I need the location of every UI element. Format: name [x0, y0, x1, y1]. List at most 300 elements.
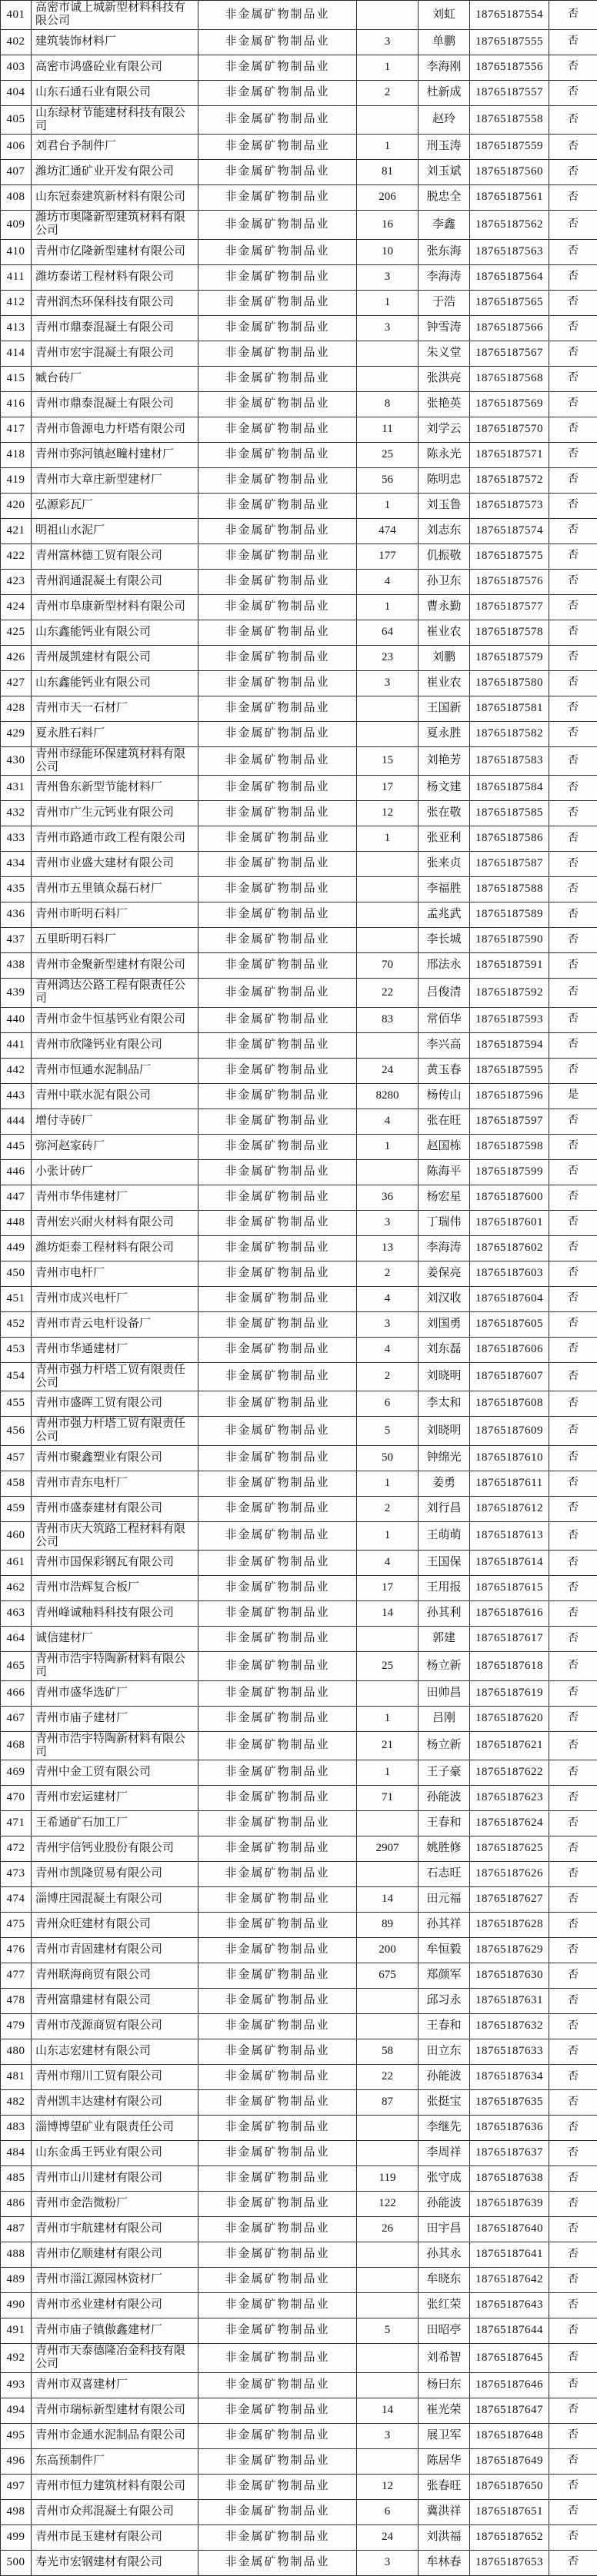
quantity-cell: [357, 2242, 419, 2268]
row-number-cell: 491: [1, 2318, 32, 2344]
industry-cell: 非金属矿物制品业: [198, 239, 357, 264]
industry-cell: 非金属矿物制品业: [198, 2550, 357, 2575]
row-number-cell: 423: [1, 569, 32, 594]
table-row: [1, 1417, 597, 1446]
flag-cell: 否: [549, 1496, 597, 1521]
contact-name-cell: 杨立新: [419, 1731, 470, 1760]
phone-number-cell: 18765187642: [470, 2268, 549, 2293]
phone-number-cell: 18765187590: [470, 928, 549, 953]
industry-cell: 非金属矿物制品业: [198, 1760, 357, 1786]
company-name-cell: 青州市双喜建材厂: [32, 2372, 198, 2398]
quantity-cell: 14: [357, 1601, 419, 1627]
contact-name-cell: 牟林春: [419, 2550, 470, 2575]
flag-cell: 否: [549, 645, 597, 670]
row-number-cell: 406: [1, 135, 32, 160]
phone-number-cell: 18765187598: [470, 1134, 549, 1159]
table-row: [1, 746, 597, 776]
phone-number-cell: 18765187651: [470, 2499, 549, 2524]
row-number-cell: 452: [1, 1311, 32, 1337]
industry-cell: 非金属矿物制品业: [198, 2344, 357, 2373]
row-number-cell: 421: [1, 518, 32, 543]
row-number-cell: 488: [1, 2242, 32, 2268]
contact-name-cell: 陈永光: [419, 442, 470, 467]
company-name-cell: 青州市山川建材有限公司: [32, 2166, 198, 2192]
industry-cell: 非金属矿物制品业: [198, 1521, 357, 1551]
contact-name-cell: 王用报: [419, 1576, 470, 1601]
flag-cell: 否: [549, 594, 597, 620]
company-name-cell: 刘君台予制件厂: [32, 135, 198, 160]
phone-number-cell: 18765187568: [470, 366, 549, 391]
company-name-cell: 小张计砖厂: [32, 1159, 198, 1185]
quantity-cell: 1: [357, 1471, 419, 1496]
quantity-cell: 10: [357, 239, 419, 264]
contact-name-cell: 王萌萌: [419, 1521, 470, 1551]
row-number-cell: 442: [1, 1058, 32, 1083]
company-name-cell: 王希通矿石加工厂: [32, 1811, 198, 1836]
phone-number-cell: 18765187648: [470, 2423, 549, 2448]
quantity-cell: 1: [357, 826, 419, 852]
table-row: [1, 1627, 597, 1652]
flag-cell: 否: [549, 1032, 597, 1058]
row-number-cell: 422: [1, 543, 32, 569]
contact-name-cell: 杨传山: [419, 1083, 470, 1109]
flag-cell: 否: [549, 1963, 597, 1989]
contact-name-cell: 刘学云: [419, 417, 470, 442]
industry-cell: 非金属矿物制品业: [198, 1185, 357, 1210]
table-row: [1, 1887, 597, 1913]
industry-cell: 非金属矿物制品业: [198, 1417, 357, 1446]
table-row: [1, 1471, 597, 1496]
table-row: [1, 1007, 597, 1032]
quantity-cell: [357, 2344, 419, 2373]
table-row: [1, 1311, 597, 1337]
flag-cell: 否: [549, 135, 597, 160]
row-number-cell: 461: [1, 1551, 32, 1576]
row-number-cell: 480: [1, 2039, 32, 2065]
flag-cell: 否: [549, 1576, 597, 1601]
row-number-cell: 436: [1, 902, 32, 928]
phone-number-cell: 18765187611: [470, 1471, 549, 1496]
quantity-cell: 8280: [357, 1083, 419, 1109]
phone-number-cell: 18765187571: [470, 442, 549, 467]
quantity-cell: 3: [357, 2550, 419, 2575]
company-name-cell: 弘源彩瓦厂: [32, 493, 198, 518]
company-name-cell: 青州市鼎泰混凝土有限公司: [32, 391, 198, 417]
flag-cell: 否: [549, 2474, 597, 2499]
industry-cell: 非金属矿物制品业: [198, 2268, 357, 2293]
company-name-cell: 青州市鼎泰混凝土有限公司: [32, 315, 198, 341]
row-number-cell: 417: [1, 417, 32, 442]
phone-number-cell: 18765187637: [470, 2141, 549, 2166]
table-row: [1, 1109, 597, 1134]
flag-cell: 否: [549, 1652, 597, 1681]
row-number-cell: 449: [1, 1235, 32, 1261]
flag-cell: 否: [549, 55, 597, 80]
company-name-cell: 青州市浩宇特陶新材料有限公司: [32, 1731, 198, 1760]
quantity-cell: 3: [357, 2423, 419, 2448]
phone-number-cell: 18765187577: [470, 594, 549, 620]
phone-number-cell: 18765187619: [470, 1680, 549, 1706]
company-name-cell: 青州市绿能环保建筑材料有限公司: [32, 746, 198, 776]
table-row: [1, 1083, 597, 1109]
company-name-cell: 青州市庆大筑路工程材料有限公司: [32, 1521, 198, 1551]
company-name-cell: 青州市盛泰建材有限公司: [32, 1496, 198, 1521]
contact-name-cell: 刘艳芳: [419, 746, 470, 776]
contact-name-cell: 张在旺: [419, 1109, 470, 1134]
phone-number-cell: 18765187607: [470, 1362, 549, 1391]
quantity-cell: 1: [357, 55, 419, 80]
flag-cell: 否: [549, 2268, 597, 2293]
company-name-cell: 青州众旺建材有限公司: [32, 1913, 198, 1938]
quantity-cell: 1: [357, 290, 419, 315]
contact-name-cell: 李太和: [419, 1391, 470, 1417]
row-number-cell: 454: [1, 1362, 32, 1391]
company-name-cell: 青州晟凯建材有限公司: [32, 645, 198, 670]
industry-cell: 非金属矿物制品业: [198, 2141, 357, 2166]
industry-cell: 非金属矿物制品业: [198, 29, 357, 55]
company-name-cell: 寿光市宏钢建材有限公司: [32, 2550, 198, 2575]
table-row: [1, 493, 597, 518]
row-number-cell: 403: [1, 55, 32, 80]
phone-number-cell: 18765187634: [470, 2065, 549, 2090]
row-number-cell: 471: [1, 1811, 32, 1836]
phone-number-cell: 18765187595: [470, 1058, 549, 1083]
company-name-cell: 青州市盛华选矿厂: [32, 1680, 198, 1706]
company-name-cell: 青州中金工贸有限公司: [32, 1760, 198, 1786]
quantity-cell: [357, 852, 419, 877]
phone-number-cell: 18765187594: [470, 1032, 549, 1058]
table-row: [1, 776, 597, 801]
table-row: [1, 1286, 597, 1311]
industry-cell: 非金属矿物制品业: [198, 264, 357, 290]
phone-number-cell: 18765187572: [470, 467, 549, 493]
industry-cell: 非金属矿物制品业: [198, 902, 357, 928]
company-name-cell: 青州市茂源商贸有限公司: [32, 2014, 198, 2039]
flag-cell: 否: [549, 1811, 597, 1836]
table-row: [1, 1601, 597, 1627]
contact-name-cell: 王国保: [419, 1551, 470, 1576]
row-number-cell: 457: [1, 1445, 32, 1471]
table-row: [1, 979, 597, 1008]
quantity-cell: 22: [357, 2065, 419, 2090]
row-number-cell: 462: [1, 1576, 32, 1601]
table-row: [1, 645, 597, 670]
industry-cell: 非金属矿物制品业: [198, 341, 357, 366]
quantity-cell: 6: [357, 1391, 419, 1417]
phone-number-cell: 18765187585: [470, 801, 549, 826]
contact-name-cell: 杨曰东: [419, 2372, 470, 2398]
phone-number-cell: 18765187618: [470, 1652, 549, 1681]
row-number-cell: 453: [1, 1337, 32, 1362]
table-row: [1, 2318, 597, 2344]
quantity-cell: 24: [357, 2524, 419, 2550]
flag-cell: 否: [549, 1391, 597, 1417]
quantity-cell: 1: [357, 1706, 419, 1731]
industry-cell: 非金属矿物制品业: [198, 1576, 357, 1601]
industry-cell: 非金属矿物制品业: [198, 2116, 357, 2141]
quantity-cell: 1: [357, 493, 419, 518]
row-number-cell: 486: [1, 2192, 32, 2217]
row-number-cell: 414: [1, 341, 32, 366]
quantity-cell: 50: [357, 1445, 419, 1471]
table-row: [1, 1913, 597, 1938]
quantity-cell: 89: [357, 1913, 419, 1938]
flag-cell: 否: [549, 1471, 597, 1496]
row-number-cell: 459: [1, 1496, 32, 1521]
company-name-cell: 青州市亿隆新型建材有限公司: [32, 239, 198, 264]
table-row: [1, 1786, 597, 1811]
company-name-cell: 青州市金聚新型建材有限公司: [32, 953, 198, 979]
phone-number-cell: 18765187576: [470, 569, 549, 594]
contact-name-cell: 刘虹: [419, 1, 470, 30]
flag-cell: 否: [549, 211, 597, 240]
contact-name-cell: 刘志东: [419, 518, 470, 543]
quantity-cell: 56: [357, 467, 419, 493]
row-number-cell: 426: [1, 645, 32, 670]
contact-name-cell: 仉振敬: [419, 543, 470, 569]
phone-number-cell: 18765187603: [470, 1261, 549, 1286]
flag-cell: 否: [549, 877, 597, 902]
contact-name-cell: 吕俊清: [419, 979, 470, 1008]
row-number-cell: 416: [1, 391, 32, 417]
quantity-cell: [357, 105, 419, 135]
row-number-cell: 413: [1, 315, 32, 341]
quantity-cell: [357, 696, 419, 721]
quantity-cell: 2: [357, 1496, 419, 1521]
row-number-cell: 487: [1, 2217, 32, 2242]
quantity-cell: 17: [357, 776, 419, 801]
contact-name-cell: 赵玲: [419, 105, 470, 135]
quantity-cell: 4: [357, 569, 419, 594]
quantity-cell: 11: [357, 417, 419, 442]
row-number-cell: 435: [1, 877, 32, 902]
flag-cell: 否: [549, 2217, 597, 2242]
row-number-cell: 419: [1, 467, 32, 493]
contact-name-cell: 夏永胜: [419, 721, 470, 746]
industry-cell: 非金属矿物制品业: [198, 1627, 357, 1652]
company-name-cell: 青州市浩宇特陶新材料有限公司: [32, 1652, 198, 1681]
contact-name-cell: 于浩: [419, 290, 470, 315]
quantity-cell: 23: [357, 645, 419, 670]
contact-name-cell: 杨文建: [419, 776, 470, 801]
phone-number-cell: 18765187613: [470, 1521, 549, 1551]
row-number-cell: 425: [1, 620, 32, 645]
company-name-cell: 潍坊泰诺工程材料有限公司: [32, 264, 198, 290]
phone-number-cell: 18765187633: [470, 2039, 549, 2065]
company-name-cell: 青州市金牛恒基钙业有限公司: [32, 1007, 198, 1032]
industry-cell: 非金属矿物制品业: [198, 2039, 357, 2065]
row-number-cell: 458: [1, 1471, 32, 1496]
industry-cell: 非金属矿物制品业: [198, 366, 357, 391]
phone-number-cell: 18765187647: [470, 2398, 549, 2423]
row-number-cell: 477: [1, 1963, 32, 1989]
quantity-cell: 21: [357, 1731, 419, 1760]
row-number-cell: 464: [1, 1627, 32, 1652]
contact-name-cell: 崔光荣: [419, 2398, 470, 2423]
quantity-cell: [357, 1032, 419, 1058]
contact-name-cell: 李周祥: [419, 2141, 470, 2166]
table-row: [1, 239, 597, 264]
flag-cell: 否: [549, 1862, 597, 1887]
row-number-cell: 440: [1, 1007, 32, 1032]
industry-cell: 非金属矿物制品业: [198, 746, 357, 776]
industry-cell: 非金属矿物制品业: [198, 80, 357, 105]
quantity-cell: 1: [357, 135, 419, 160]
contact-name-cell: 张东海: [419, 239, 470, 264]
company-name-cell: 青州市电杆厂: [32, 1261, 198, 1286]
phone-number-cell: 18765187563: [470, 239, 549, 264]
phone-number-cell: 18765187635: [470, 2090, 549, 2116]
row-number-cell: 415: [1, 366, 32, 391]
industry-cell: 非金属矿物制品业: [198, 2372, 357, 2398]
phone-number-cell: 18765187584: [470, 776, 549, 801]
phone-number-cell: 18765187606: [470, 1337, 549, 1362]
table-row: [1, 1496, 597, 1521]
table-row: [1, 55, 597, 80]
quantity-cell: 58: [357, 2039, 419, 2065]
industry-cell: 非金属矿物制品业: [198, 1836, 357, 1862]
quantity-cell: 3: [357, 1311, 419, 1337]
phone-number-cell: 18765187596: [470, 1083, 549, 1109]
industry-cell: 非金属矿物制品业: [198, 2524, 357, 2550]
quantity-cell: 3: [357, 670, 419, 696]
row-number-cell: 478: [1, 1989, 32, 2014]
row-number-cell: 492: [1, 2344, 32, 2373]
table-row: [1, 2090, 597, 2116]
contact-name-cell: 杨立新: [419, 1652, 470, 1681]
company-name-cell: 青州市国保彩钢瓦有限公司: [32, 1551, 198, 1576]
row-number-cell: 404: [1, 80, 32, 105]
company-name-cell: 青州鸿达公路工程有限责任公司: [32, 979, 198, 1008]
industry-cell: 非金属矿物制品业: [198, 1811, 357, 1836]
industry-cell: 非金属矿物制品业: [198, 1083, 357, 1109]
phone-number-cell: 18765187653: [470, 2550, 549, 2575]
phone-number-cell: 18765187556: [470, 55, 549, 80]
table-row: [1, 670, 597, 696]
phone-number-cell: 18765187575: [470, 543, 549, 569]
flag-cell: 否: [549, 1210, 597, 1235]
contact-name-cell: 张红荣: [419, 2293, 470, 2318]
table-row: [1, 1362, 597, 1391]
row-number-cell: 493: [1, 2372, 32, 2398]
phone-number-cell: 18765187561: [470, 185, 549, 211]
quantity-cell: 6: [357, 2499, 419, 2524]
row-number-cell: 497: [1, 2474, 32, 2499]
phone-number-cell: 18765187622: [470, 1760, 549, 1786]
contact-name-cell: 牟晓东: [419, 2268, 470, 2293]
company-name-cell: 高密市诚上城新型材料科技有限公司: [32, 1, 198, 30]
phone-number-cell: 18765187586: [470, 826, 549, 852]
company-name-cell: 山东绿材节能建材科技有限公司: [32, 105, 198, 135]
industry-cell: 非金属矿物制品业: [198, 417, 357, 442]
quantity-cell: 71: [357, 1786, 419, 1811]
contact-name-cell: 冀洪祥: [419, 2499, 470, 2524]
industry-cell: 非金属矿物制品业: [198, 185, 357, 211]
phone-number-cell: 18765187626: [470, 1862, 549, 1887]
contact-name-cell: 刘玉鲁: [419, 493, 470, 518]
table-row: [1, 518, 597, 543]
company-name-cell: 青州富林德工贸有限公司: [32, 543, 198, 569]
phone-number-cell: 18765187601: [470, 1210, 549, 1235]
flag-cell: 否: [549, 1, 597, 30]
industry-cell: 非金属矿物制品业: [198, 1963, 357, 1989]
quantity-cell: [357, 1159, 419, 1185]
industry-cell: 非金属矿物制品业: [198, 2217, 357, 2242]
flag-cell: 否: [549, 979, 597, 1008]
row-number-cell: 468: [1, 1731, 32, 1760]
contact-name-cell: 王国新: [419, 696, 470, 721]
contact-name-cell: 李继先: [419, 2116, 470, 2141]
phone-number-cell: 18765187652: [470, 2524, 549, 2550]
quantity-cell: 64: [357, 620, 419, 645]
table-row: [1, 2550, 597, 2575]
phone-number-cell: 18765187581: [470, 696, 549, 721]
flag-cell: 否: [549, 2192, 597, 2217]
row-number-cell: 499: [1, 2524, 32, 2550]
table-row: [1, 1159, 597, 1185]
industry-cell: 非金属矿物制品业: [198, 1362, 357, 1391]
phone-number-cell: 18765187578: [470, 620, 549, 645]
company-name-cell: 青州市金通水泥制品有限公司: [32, 2423, 198, 2448]
phone-number-cell: 18765187567: [470, 341, 549, 366]
contact-name-cell: 田宇昌: [419, 2217, 470, 2242]
industry-cell: 非金属矿物制品业: [198, 2448, 357, 2474]
phone-number-cell: 18765187631: [470, 1989, 549, 2014]
contact-name-cell: 刘晓明: [419, 1362, 470, 1391]
industry-cell: 非金属矿物制品业: [198, 1786, 357, 1811]
company-name-cell: 五里昕明石料厂: [32, 928, 198, 953]
phone-number-cell: 18765187610: [470, 1445, 549, 1471]
company-name-cell: 青州市亿顺建材有限公司: [32, 2242, 198, 2268]
row-number-cell: 483: [1, 2116, 32, 2141]
industry-cell: 非金属矿物制品业: [198, 670, 357, 696]
quantity-cell: [357, 366, 419, 391]
row-number-cell: 498: [1, 2499, 32, 2524]
industry-cell: 非金属矿物制品业: [198, 594, 357, 620]
quantity-cell: 14: [357, 1887, 419, 1913]
flag-cell: 否: [549, 29, 597, 55]
phone-number-cell: 18765187579: [470, 645, 549, 670]
company-name-cell: 诚信建材厂: [32, 1627, 198, 1652]
flag-cell: 否: [549, 2372, 597, 2398]
contact-name-cell: 王子豪: [419, 1760, 470, 1786]
contact-name-cell: 李鑫: [419, 211, 470, 240]
row-number-cell: 427: [1, 670, 32, 696]
industry-cell: 非金属矿物制品业: [198, 979, 357, 1008]
industry-cell: 非金属矿物制品业: [198, 569, 357, 594]
flag-cell: 否: [549, 2423, 597, 2448]
row-number-cell: 418: [1, 442, 32, 467]
company-name-cell: 明祖山水泥厂: [32, 518, 198, 543]
row-number-cell: 495: [1, 2423, 32, 2448]
industry-cell: 非金属矿物制品业: [198, 1007, 357, 1032]
industry-cell: 非金属矿物制品业: [198, 1938, 357, 1963]
industry-cell: 非金属矿物制品业: [198, 1032, 357, 1058]
flag-cell: 否: [549, 2448, 597, 2474]
industry-cell: 非金属矿物制品业: [198, 1159, 357, 1185]
phone-number-cell: 18765187565: [470, 290, 549, 315]
industry-cell: 非金属矿物制品业: [198, 1311, 357, 1337]
flag-cell: 否: [549, 341, 597, 366]
industry-cell: 非金属矿物制品业: [198, 391, 357, 417]
flag-cell: 否: [549, 1836, 597, 1862]
quantity-cell: 2: [357, 1362, 419, 1391]
industry-cell: 非金属矿物制品业: [198, 1445, 357, 1471]
row-number-cell: 466: [1, 1680, 32, 1706]
quantity-cell: 3: [357, 264, 419, 290]
contact-name-cell: 孙能波: [419, 2065, 470, 2090]
company-name-cell: 青州市宏运建材厂: [32, 1786, 198, 1811]
